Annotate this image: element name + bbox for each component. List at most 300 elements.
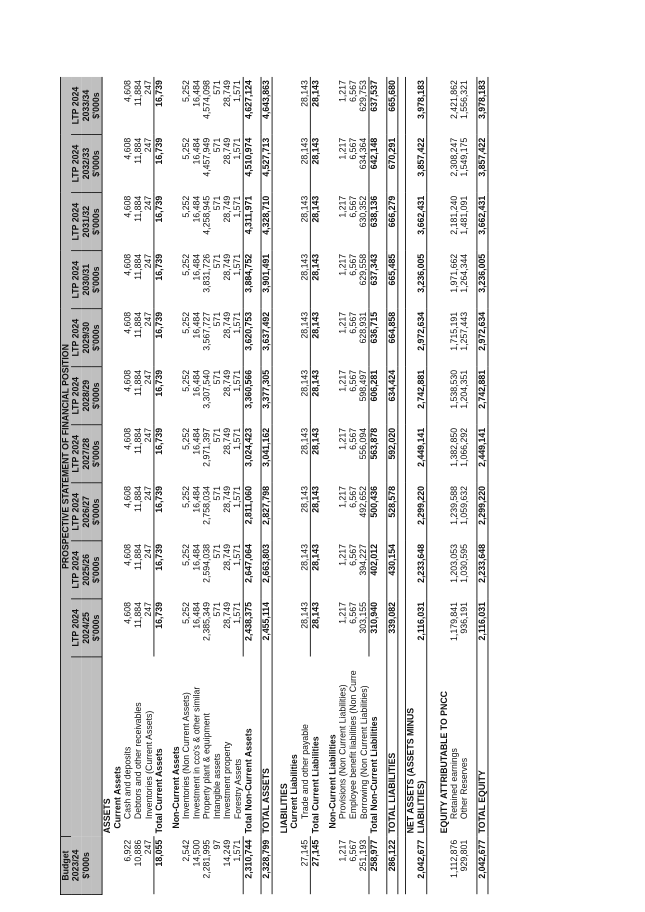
spacer-row <box>470 77 477 895</box>
statement-title: PROSPECTIVE STATEMENT OF FINANCIAL POSITION <box>60 77 71 837</box>
row-value: 247 <box>143 137 154 153</box>
row-value: 28,749 <box>222 485 233 513</box>
table-row <box>133 77 143 895</box>
row-value: 5,252 <box>181 195 192 218</box>
row-value: 28,143 <box>310 251 321 309</box>
row-label: Trade and other payable <box>300 724 311 820</box>
column-unit-header: $'000s <box>91 367 102 425</box>
row-value: 16,739 <box>154 483 165 541</box>
table-row <box>143 77 154 895</box>
row-value: 1,382,850 <box>449 427 460 467</box>
row-value: 3,360,566 <box>243 367 254 425</box>
row-value: 1,571 <box>232 485 243 508</box>
row-value: 28,749 <box>222 195 233 223</box>
row-value: 247 <box>143 253 154 269</box>
budget-cell <box>328 837 338 895</box>
table-row <box>261 77 272 895</box>
row-value: 310,940 <box>369 599 380 657</box>
row-value: 247 <box>143 311 154 327</box>
row-value: 2,181,240 <box>449 195 460 235</box>
row-value: 1,217 <box>337 602 349 624</box>
column-plan-header: LTP 2024 <box>71 425 81 483</box>
row-value: 571 <box>212 311 223 327</box>
row-label: Total Current Assets <box>154 748 165 834</box>
row-value: 1,059,632 <box>459 485 470 525</box>
row-label: Investment in cco's & other similar <box>191 686 202 820</box>
column-unit-header: $'000s <box>91 77 102 135</box>
row-value: 1,217 <box>337 195 349 218</box>
row-value: 1,066,292 <box>459 427 470 467</box>
row-label: Borrowing (Non Current Liabilities) <box>358 685 369 820</box>
row-label: Intangible assets <box>212 753 223 820</box>
row-value: 28,143 <box>299 137 310 165</box>
row-value: 556,094 <box>358 427 369 460</box>
row-value: 2,742,881 <box>406 367 427 425</box>
column-year-header: 2031/32 <box>81 193 91 251</box>
row-value: 16,484 <box>191 485 202 513</box>
column-unit-header: $'000s <box>91 309 102 367</box>
row-value: 28,143 <box>310 135 321 193</box>
spacer-row <box>380 77 387 895</box>
budget-value: 247 <box>143 839 154 855</box>
row-value: 28,143 <box>310 599 321 657</box>
row-value: 28,143 <box>310 541 321 599</box>
table-row <box>348 77 358 895</box>
table-row <box>222 77 232 895</box>
budget-value: 258,977 <box>369 837 380 895</box>
row-label: NET ASSETS (ASSETS MINUS LIABILITIES) <box>406 657 427 837</box>
section-heading: Non-Current Liabilities <box>327 734 338 829</box>
row-value: 2,811,060 <box>243 483 254 541</box>
label-header-2 <box>81 657 91 837</box>
row-value: 3,857,422 <box>406 135 427 193</box>
section-heading-row <box>102 77 113 895</box>
row-value: 4,608 <box>122 369 134 392</box>
section-heading-row <box>328 77 338 895</box>
row-value: 247 <box>143 427 154 443</box>
column-unit-header: $'000s <box>91 135 102 193</box>
budget-value: 2,042,677 <box>406 837 427 895</box>
row-label: Total Non-Current Assets <box>243 728 254 834</box>
column-year-header: 2033/34 <box>81 77 91 135</box>
row-value: 16,739 <box>154 367 165 425</box>
row-value: 28,143 <box>299 544 310 571</box>
table-row <box>123 77 133 895</box>
row-value: 2,647,064 <box>243 541 254 599</box>
row-value: 637,537 <box>369 77 380 135</box>
section-heading: ASSETS <box>102 798 113 834</box>
row-value: 11,884 <box>133 602 144 629</box>
row-value: 11,884 <box>133 485 144 513</box>
budget-value: 27,145 <box>299 839 310 867</box>
row-value: 4,311,971 <box>243 193 254 251</box>
label-header <box>71 657 81 837</box>
row-value: 6,567 <box>348 80 359 103</box>
row-value: 1,217 <box>337 544 349 566</box>
row-value: 665,485 <box>387 251 398 309</box>
row-value: 666,279 <box>387 193 398 251</box>
row-value: 1,217 <box>337 427 349 450</box>
row-value: 1,715,191 <box>449 311 460 351</box>
row-label: Inventories (Current Assets) <box>143 710 154 820</box>
table-row <box>154 77 165 895</box>
row-value: 28,143 <box>310 367 321 425</box>
section-heading: LIABILITIES <box>279 783 290 834</box>
row-value: 2,971,397 <box>201 427 213 467</box>
row-value: 303,155 <box>358 602 369 634</box>
rotated-statement-page <box>60 68 562 895</box>
row-value: 3,831,726 <box>201 253 213 293</box>
row-value: 2,827,798 <box>261 483 272 541</box>
row-value: 28,143 <box>299 427 310 455</box>
row-value: 1,571 <box>232 137 243 160</box>
row-value: 6,567 <box>348 369 359 392</box>
row-value: 6,567 <box>348 602 359 624</box>
row-value: 670,291 <box>387 135 398 193</box>
column-year-header: 2026/27 <box>81 483 91 541</box>
budget-value: 2,310,744 <box>243 837 254 895</box>
budget-unit-blank <box>91 837 102 895</box>
budget-value: 2,281,995 <box>201 839 213 879</box>
row-value: 3,024,423 <box>243 425 254 483</box>
row-value: 636,715 <box>369 309 380 367</box>
row-value: 3,236,005 <box>477 251 488 309</box>
row-label: Retained earnings <box>449 748 460 820</box>
budget-value: 6,567 <box>348 839 359 862</box>
budget-value: 1,112,876 <box>449 839 460 879</box>
row-value: 11,884 <box>133 195 144 222</box>
row-value: 634,364 <box>358 137 369 170</box>
row-value: 5,252 <box>181 602 192 624</box>
spacer-row <box>254 77 261 895</box>
row-value: 28,749 <box>222 427 233 455</box>
row-value: 28,143 <box>310 77 321 135</box>
row-value: 629,753 <box>358 80 369 112</box>
row-value: 592,020 <box>387 425 398 483</box>
row-value: 628,931 <box>358 311 369 344</box>
row-label: TOTAL EQUITY <box>477 657 488 837</box>
row-value: 4,608 <box>122 195 134 218</box>
row-value: 571 <box>212 544 223 559</box>
row-value: 402,012 <box>369 541 380 599</box>
row-value: 2,742,881 <box>477 367 488 425</box>
row-value: 11,884 <box>133 80 144 107</box>
spacer-cell <box>321 77 328 895</box>
row-value: 4,574,098 <box>201 80 213 120</box>
row-value: 606,281 <box>369 367 380 425</box>
row-value: 4,608 <box>122 80 134 103</box>
row-value: 28,749 <box>222 80 233 107</box>
row-value: 28,749 <box>222 253 233 281</box>
row-value: 11,884 <box>133 544 144 571</box>
row-value: 3,901,491 <box>261 251 272 309</box>
row-value: 4,457,949 <box>201 137 213 177</box>
budget-value: 251,193 <box>358 839 369 872</box>
row-value: 2,449,141 <box>477 425 488 483</box>
column-year-header: 2025/26 <box>81 541 91 599</box>
row-value: 16,484 <box>191 427 202 455</box>
row-label: TOTAL ASSETS <box>261 657 272 837</box>
row-value: 1,556,321 <box>459 80 470 120</box>
row-value: 6,567 <box>348 485 359 508</box>
row-value: 2,421,862 <box>449 80 460 120</box>
row-value: 4,527,713 <box>261 135 272 193</box>
header-row-3 <box>81 77 91 895</box>
column-plan-header: LTP 2024 <box>71 483 81 541</box>
table-row <box>477 77 488 895</box>
table-row <box>212 77 222 895</box>
row-value: 16,739 <box>154 541 165 599</box>
table-row <box>406 77 427 895</box>
section-heading: Current Assets <box>112 766 123 829</box>
row-value: 630,352 <box>358 195 369 228</box>
budget-header: Budget <box>60 837 71 895</box>
row-value: 1,571 <box>232 544 243 566</box>
row-value: 16,739 <box>154 309 165 367</box>
row-value: 936,191 <box>459 602 470 634</box>
row-value: 4,608 <box>122 253 134 276</box>
row-value: 28,749 <box>222 602 233 629</box>
spacer-cell <box>254 77 261 895</box>
row-value: 4,510,974 <box>243 135 254 193</box>
row-value: 28,749 <box>222 369 233 397</box>
section-heading-row <box>290 77 300 895</box>
row-value: 5,252 <box>181 311 192 334</box>
column-unit-header: $'000s <box>91 251 102 309</box>
row-value: 3,662,431 <box>406 193 427 251</box>
row-value: 28,143 <box>299 253 310 281</box>
row-value: 1,217 <box>337 253 349 276</box>
column-year-header: 2029/30 <box>81 309 91 367</box>
row-value: 3,978,183 <box>477 77 488 135</box>
row-value: 3,377,305 <box>261 367 272 425</box>
row-value: 1,481,091 <box>459 195 470 235</box>
row-value: 16,739 <box>154 251 165 309</box>
row-value: 2,438,375 <box>243 599 254 657</box>
budget-cell <box>290 837 300 895</box>
row-value: 5,252 <box>181 369 192 392</box>
spacer-cell <box>427 77 439 895</box>
spacer-cell <box>470 77 477 895</box>
row-value: 28,143 <box>299 602 310 629</box>
row-value: 5,252 <box>181 485 192 508</box>
row-value: 1,571 <box>232 369 243 392</box>
table-row <box>243 77 254 895</box>
column-plan-header: LTP 2024 <box>71 309 81 367</box>
row-label: Property plant & equipment <box>201 713 213 820</box>
column-unit-header: $'000s <box>91 541 102 599</box>
row-value: 247 <box>143 369 154 385</box>
budget-value: 10,886 <box>133 839 144 867</box>
row-value: 571 <box>212 485 223 501</box>
row-value: 2,449,141 <box>406 425 427 483</box>
row-value: 1,217 <box>337 485 349 508</box>
row-value: 2,233,648 <box>406 541 427 599</box>
row-value: 11,884 <box>133 137 144 164</box>
row-value: 4,608 <box>122 311 134 334</box>
financial-position-table <box>60 77 488 895</box>
budget-cell <box>102 837 113 895</box>
budget-value: 97 <box>212 839 223 850</box>
row-label: Total Current Liabilities <box>310 736 321 834</box>
row-value: 28,143 <box>299 485 310 513</box>
row-value: 28,143 <box>310 483 321 541</box>
row-value: 28,749 <box>222 137 233 165</box>
row-value: 1,203,053 <box>449 544 460 583</box>
column-year-header: 2027/28 <box>81 425 91 483</box>
budget-unit: $'000s <box>81 837 91 895</box>
label-header-3 <box>91 657 102 837</box>
row-value: 16,484 <box>191 311 202 339</box>
section-heading-row <box>171 77 181 895</box>
row-value: 16,739 <box>154 77 165 135</box>
row-value: 571 <box>212 602 223 617</box>
row-value: 2,233,648 <box>477 541 488 599</box>
table-row <box>387 77 398 895</box>
column-unit-header: $'000s <box>91 425 102 483</box>
spacer-row <box>272 77 279 895</box>
row-value: 571 <box>212 195 223 211</box>
row-value: 634,424 <box>387 367 398 425</box>
row-value: 28,143 <box>310 309 321 367</box>
table-row <box>300 77 311 895</box>
row-value: 2,758,034 <box>201 485 213 525</box>
row-value: 3,978,183 <box>406 77 427 135</box>
row-value: 2,594,038 <box>201 544 213 583</box>
column-year-header: 2032/33 <box>81 135 91 193</box>
column-plan-header: LTP 2024 <box>71 193 81 251</box>
row-value: 28,143 <box>299 195 310 223</box>
row-value: 6,567 <box>348 311 359 334</box>
budget-value: 1,571 <box>232 839 243 862</box>
row-value: 563,878 <box>369 425 380 483</box>
row-value: 528,578 <box>387 483 398 541</box>
row-value: 247 <box>143 195 154 211</box>
row-value: 4,643,863 <box>261 77 272 135</box>
row-value: 1,030,595 <box>459 544 470 583</box>
row-value: 571 <box>212 137 223 153</box>
row-value: 6,567 <box>348 253 359 276</box>
row-value: 571 <box>212 369 223 385</box>
budget-value: 14,500 <box>191 839 202 867</box>
budget-cell <box>279 837 289 895</box>
section-heading-row <box>113 77 123 895</box>
section-heading: Non-Current Assets <box>171 746 182 829</box>
row-value: 1,217 <box>337 137 349 160</box>
budget-value: 1,217 <box>337 839 349 862</box>
row-value: 2,455,114 <box>261 599 272 657</box>
row-value: 5,252 <box>181 427 192 450</box>
row-value: 247 <box>143 80 154 95</box>
row-label: TOTAL LIABILITIES <box>387 657 398 837</box>
row-value: 2,116,031 <box>477 599 488 657</box>
row-value: 11,884 <box>133 427 144 455</box>
row-value: 571 <box>212 80 223 95</box>
row-value: 664,858 <box>387 309 398 367</box>
row-value: 28,143 <box>299 311 310 339</box>
spacer-row <box>321 77 328 895</box>
row-value: 6,567 <box>348 195 359 218</box>
budget-value: 6,922 <box>122 839 134 862</box>
spacer-cell <box>165 77 172 895</box>
row-label: Provisions (Non Current Liabilities) <box>337 684 349 820</box>
row-value: 2,308,247 <box>449 137 460 177</box>
row-value: 3,884,752 <box>243 251 254 309</box>
row-value: 339,082 <box>387 599 398 657</box>
row-value: 16,739 <box>154 135 165 193</box>
row-value: 1,217 <box>337 80 349 103</box>
spacer-cell <box>398 77 406 895</box>
section-heading-row <box>279 77 289 895</box>
row-value: 28,749 <box>222 544 233 571</box>
row-value: 1,239,588 <box>449 485 460 525</box>
row-value: 1,549,175 <box>459 137 470 177</box>
header-row-2 <box>71 77 81 895</box>
row-value: 247 <box>143 544 154 559</box>
row-value: 492,652 <box>358 485 369 518</box>
row-value: 598,497 <box>358 369 369 402</box>
row-value: 5,252 <box>181 544 192 566</box>
row-value: 16,484 <box>191 602 202 629</box>
row-value: 2,972,634 <box>406 309 427 367</box>
row-value: 2,116,031 <box>406 599 427 657</box>
row-value: 1,217 <box>337 369 349 392</box>
row-value: 28,143 <box>310 425 321 483</box>
row-value: 3,637,492 <box>261 309 272 367</box>
row-value: 5,252 <box>181 137 192 160</box>
row-value: 2,299,220 <box>477 483 488 541</box>
row-value: 1,571 <box>232 253 243 276</box>
row-value: 4,608 <box>122 602 134 624</box>
row-value: 571 <box>212 427 223 443</box>
row-value: 3,620,753 <box>243 309 254 367</box>
column-year-header: 2024/25 <box>81 599 91 657</box>
row-value: 28,143 <box>299 369 310 397</box>
row-value: 637,343 <box>369 251 380 309</box>
column-unit-header: $'000s <box>91 483 102 541</box>
row-value: 2,972,634 <box>477 309 488 367</box>
row-value: 638,136 <box>369 193 380 251</box>
row-value: 4,328,710 <box>261 193 272 251</box>
row-value: 16,484 <box>191 137 202 165</box>
table-row <box>449 77 459 895</box>
row-value: 16,739 <box>154 193 165 251</box>
row-label: Total Non-Current Liabilities <box>369 716 380 834</box>
row-value: 3,857,422 <box>477 135 488 193</box>
table-row <box>233 77 244 895</box>
header-row-1 <box>60 77 71 895</box>
row-value: 4,608 <box>122 137 134 160</box>
row-value: 5,252 <box>181 80 192 103</box>
row-value: 3,662,431 <box>477 193 488 251</box>
row-value: 2,385,349 <box>201 602 213 641</box>
budget-value: 14,249 <box>222 839 233 867</box>
row-value: 500,436 <box>369 483 380 541</box>
row-label: Inventories (Non Current Assets) <box>181 692 192 820</box>
row-value: 247 <box>143 485 154 501</box>
row-value: 1,179,841 <box>449 602 460 641</box>
table-row <box>358 77 369 895</box>
budget-cell <box>439 837 449 895</box>
row-value: 1,264,344 <box>459 253 470 293</box>
spacer-cell <box>380 77 387 895</box>
row-value: 1,257,443 <box>459 311 470 351</box>
row-value: 4,258,945 <box>201 195 213 235</box>
row-value: 4,608 <box>122 544 134 566</box>
row-label: Forestry Assets <box>232 758 244 820</box>
row-value: 571 <box>212 253 223 269</box>
row-value: 247 <box>143 602 154 617</box>
